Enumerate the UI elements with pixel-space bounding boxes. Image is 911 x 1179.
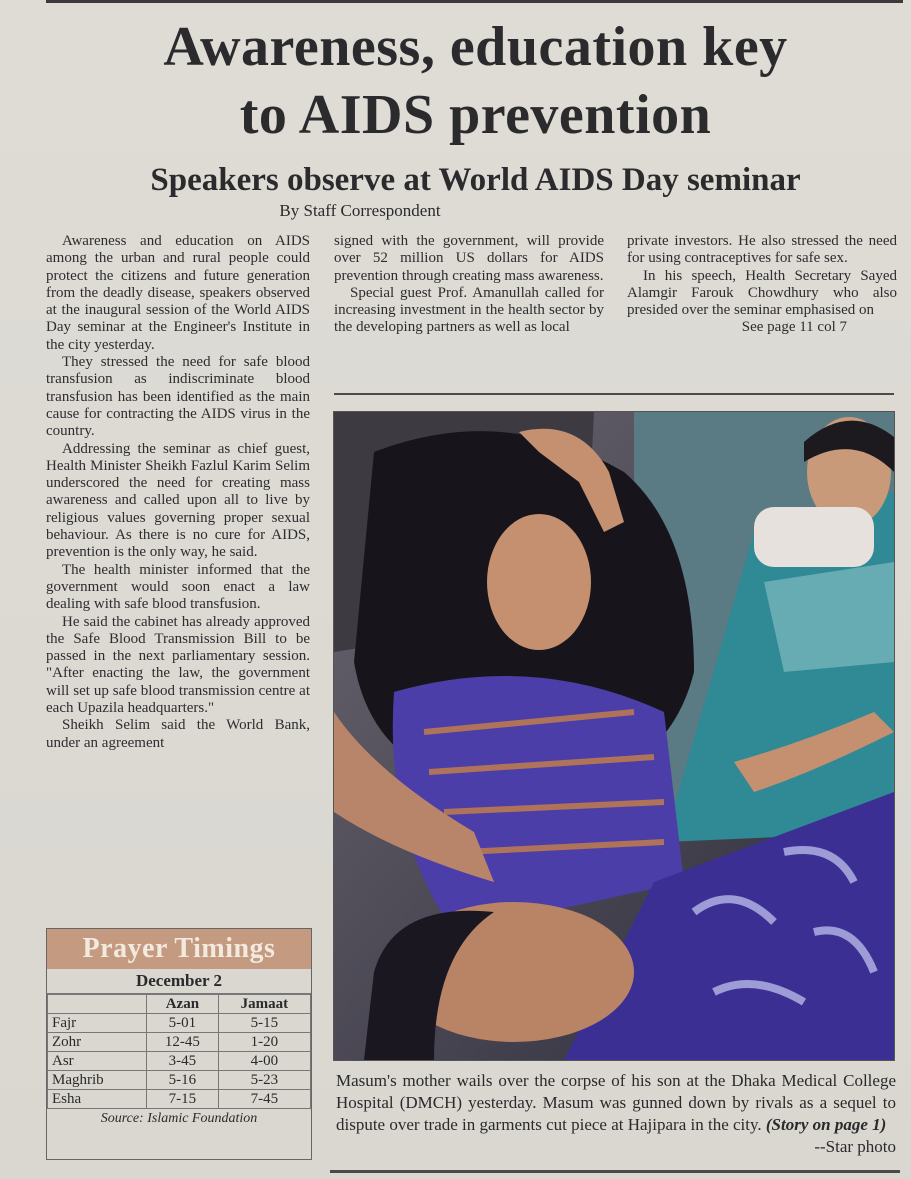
col3-paragraph: private investors. He also stressed the need for using contraceptives for safe sex. <box>627 233 897 267</box>
jamaat-time: 7-45 <box>218 1090 310 1109</box>
article-column-1 <box>46 233 310 925</box>
bottom-rule <box>330 1170 900 1173</box>
azan-time: 5-16 <box>147 1071 219 1090</box>
azan-time: 12-45 <box>147 1033 219 1052</box>
byline: By Staff Correspondent <box>279 201 441 220</box>
prayer-date: December 2 <box>47 969 311 994</box>
article-column-2 <box>334 233 604 383</box>
jamaat-time: 5-23 <box>218 1071 310 1090</box>
prayer-name: Esha <box>48 1090 147 1109</box>
table-row <box>48 1071 311 1090</box>
news-photo <box>333 411 895 1061</box>
table-header: Jamaat <box>218 995 310 1014</box>
prayer-timings-box <box>46 928 312 1160</box>
photo-illustration <box>334 412 894 1060</box>
jump-line: See page 11 col 7 <box>741 319 847 336</box>
article-column-3 <box>627 233 897 383</box>
col3-paragraph: In his speech, Health Secretary Sayed Alamgir Farouk Chowdhury who also presided over the seminar emphasised on <box>627 267 897 319</box>
section-rule <box>334 393 894 395</box>
col1-paragraph: Addressing the seminar as chief guest, Health Minister Sheikh Fazlul Karim Selim underscored the need for creating mass awareness and called upon all to live by religious values governing proper sexual behaviour. As there is no cure for AIDS, prevention is the only way, he said. <box>46 440 310 561</box>
subheadline: Speakers observe at World AIDS Day seminar <box>150 162 801 198</box>
top-rule <box>46 0 903 3</box>
prayer-source: Source: Islamic Foundation <box>100 1111 258 1126</box>
table-header <box>48 995 147 1014</box>
col2-paragraph: Special guest Prof. Amanullah called for increasing investment in the health sector by the developing partners as well as local <box>334 284 604 336</box>
prayer-timings-title: Prayer Timings <box>47 929 311 969</box>
col1-paragraph: Awareness and education on AIDS among the urban and rural people could protect the citizens and future generation from the deadly disease, speakers observed at the inaugural session of the World AIDS Day seminar at the Engineer's Institute in the city yesterday. <box>46 233 310 353</box>
prayer-name: Zohr <box>48 1033 147 1052</box>
col1-paragraph: The health minister informed that the government would soon enact a law dealing with safe blood transfusion. <box>46 561 310 613</box>
azan-time: 7-15 <box>147 1090 219 1109</box>
table-row <box>48 1052 311 1071</box>
prayer-table <box>47 994 311 1109</box>
jamaat-time: 1-20 <box>218 1033 310 1052</box>
table-row <box>48 1090 311 1109</box>
table-header-row <box>48 995 311 1014</box>
col1-paragraph: Sheikh Selim said the World Bank, under an agreement <box>46 717 310 751</box>
photo-caption <box>336 1070 896 1158</box>
col1-paragraph: He said the cabinet has already approved the Safe Blood Transmission Bill to be passed in the next parliamentary session. "After enacting the law, the government will set up safe blood transmission centre at each Upazila headquarters." <box>46 613 310 717</box>
jamaat-time: 4-00 <box>218 1052 310 1071</box>
prayer-name: Asr <box>48 1052 147 1071</box>
table-row <box>48 1014 311 1033</box>
col2-paragraph: signed with the government, will provide over 52 million US dollars for AIDS prevention through creating mass awareness. <box>334 233 604 284</box>
azan-time: 5-01 <box>147 1014 219 1033</box>
azan-time: 3-45 <box>147 1052 219 1071</box>
table-header: Azan <box>147 995 219 1014</box>
jamaat-time: 5-15 <box>218 1014 310 1033</box>
table-row <box>48 1033 311 1052</box>
photo-credit: --Star photo <box>814 1137 896 1156</box>
prayer-name: Maghrib <box>48 1071 147 1090</box>
col1-paragraph: They stressed the need for safe blood transfusion as indiscriminate blood transfusion has been identified as the main cause for contracting the AIDS virus in the country. <box>46 354 310 440</box>
headline-line-2: to AIDS prevention <box>239 84 712 146</box>
caption-text: Masum's mother wails over the corpse of his son at the Dhaka Medical College Hospital (DMCH) yesterday. Masum was gunned down by rivals as a sequel to dispute over trade in garments cut piece at Hajipara in the city. <box>336 1071 896 1134</box>
headline-line-1: Awareness, education key <box>163 16 788 78</box>
prayer-name: Fajr <box>48 1014 147 1033</box>
story-reference: (Story on page 1) <box>765 1115 887 1134</box>
